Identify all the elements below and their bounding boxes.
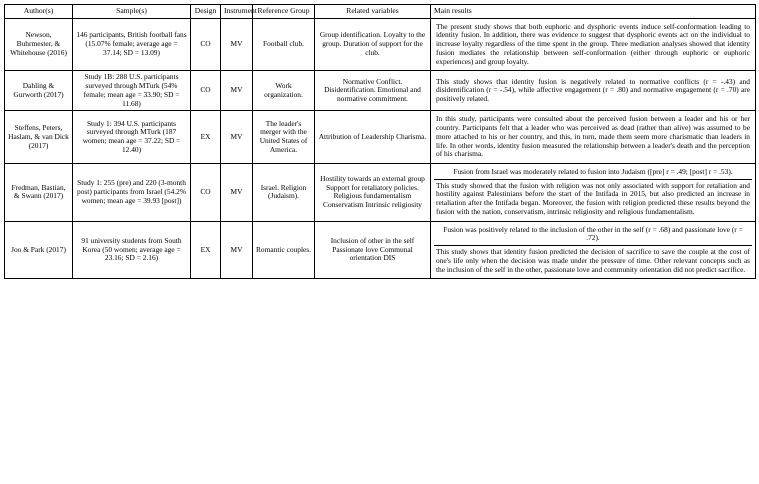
column-header-instrument: Instrument (221, 5, 253, 19)
cell-author: Newson, Buhrmester, & Whitehouse (2016) (5, 18, 73, 71)
studies-summary-table (4, 4, 756, 279)
table-body (5, 18, 756, 279)
cell-design: CO (191, 71, 221, 111)
cell-reference-group: Football club. (253, 18, 315, 71)
cell-reference-group: Work organization. (253, 71, 315, 111)
cell-instrument: MV (221, 71, 253, 111)
cell-related-variables: Inclusion of other in the self Passionate love Communal orientation DIS (315, 221, 431, 279)
table-row (5, 71, 756, 111)
cell-sample: Study 1B: 288 U.S. participants surveyed through MTurk (54% female; mean age = 33.90; SD = 11.68) (73, 71, 191, 111)
cell-reference-group: Romantic couples. (253, 221, 315, 279)
cell-instrument: MV (221, 221, 253, 279)
column-header-authors: Author(s) (5, 5, 73, 19)
cell-related-variables: Group identification. Loyalty to the group. Duration of support for the club. (315, 18, 431, 71)
table-row (5, 18, 756, 71)
cell-design: EX (191, 221, 221, 279)
cell-sample: 91 university students from South Korea (50 women; average age = 23.16; SD = 2.16) (73, 221, 191, 279)
cell-instrument: MV (221, 164, 253, 222)
column-header-main-results: Main results (431, 5, 756, 19)
cell-instrument: MV (221, 18, 253, 71)
cell-reference-group: Israel. Religion (Judaism). (253, 164, 315, 222)
result-block: Fusion from Israel was moderately related to fusion into Judaism ([pre] r = .49; [post] r = .53). (453, 167, 733, 176)
cell-main-results (431, 111, 756, 164)
result-block: The present study shows that both euphoric and dysphoric events induce self-conformation leading to identity fusion. In addition, there was evidence to suggest that dysphoric events act on the individual to increase loyalty regardless of the time spent in the group. Three mediation analyses showed that identity fusion mediates the relationship between self-conformation (either through euphoric or euphoric experiences) and group loyalty. (436, 21, 750, 66)
table-header-row (5, 5, 756, 19)
cell-main-results (431, 18, 756, 71)
table-row (5, 164, 756, 222)
cell-author: Joo & Park (2017) (5, 221, 73, 279)
column-header-design: Design (191, 5, 221, 19)
cell-sample: Study 1: 255 (pre) and 220 (3-month post) participants from Israel (54.2% women; mean age = 39.93 [post]) (73, 164, 191, 222)
cell-design: CO (191, 18, 221, 71)
cell-main-results (431, 71, 756, 111)
table-header (5, 5, 756, 19)
table-row (5, 111, 756, 164)
cell-design: EX (191, 111, 221, 164)
cell-related-variables: Normative Conflict. Disidentification. Emotional and normative commitment. (315, 71, 431, 111)
cell-related-variables: Attribution of Leadership Charisma. (315, 111, 431, 164)
cell-sample: 146 participants, British football fans (15.07% female; average age = 37.14; SD = 13.09) (73, 18, 191, 71)
result-block: In this study, participants were consulted about the perceived fusion between a leader and his or her country. Participants felt that a leader who was perceived as dead (rather than alive) was assumed to be more attached to his or her country, and this, in turn, made them seem more charismatic than leaders in life. In other words, identity fusion measured the relationship between a leader's death and the perception of his charisma. (436, 114, 750, 159)
cell-reference-group: The leader's merger with the United States of America. (253, 111, 315, 164)
cell-instrument: MV (221, 111, 253, 164)
cell-main-results (431, 221, 756, 279)
cell-sample: Study 1: 394 U.S. participants surveyed through MTurk (187 women; mean age = 37.22; SD = 12.40) (73, 111, 191, 164)
cell-related-variables: Hostility towards an external group Support for retaliatory policies. Religious fundamentalism Conservatism Intrinsic religiosity (315, 164, 431, 222)
cell-design: CO (191, 164, 221, 222)
column-header-samples: Sample(s) (73, 5, 191, 19)
result-block: Fusion was positively related to the inclusion of the other in the self (r = .68) and passionate love (r = .72). (443, 224, 743, 243)
cell-author: Dahling & Gurworth (2017) (5, 71, 73, 111)
result-block: This study shows that identity fusion is negatively related to normative conflicts (r = -.43) and disidentification (r = -.54), while affective engagement (r = .80) and normative engagement (r = .70) are positively related. (436, 76, 750, 104)
column-header-related-variables: Related variables (315, 5, 431, 19)
column-header-reference-group: Reference Group (253, 5, 315, 19)
cell-main-results (431, 164, 756, 222)
cell-author: Steffens, Peters, Haslam, & van Dick (2017) (5, 111, 73, 164)
result-block: This study shows that identity fusion predicted the decision of sacrifice to save the couple at the cost of one's life only when the decision was made under the pressure of time. Other relevant concepts such as the inclusion of the self in the other, passionate love and community orientation did not predict sacrifice. (434, 245, 752, 276)
result-block: This study showed that the fusion with religion was not only associated with support for retaliation and hostility against Palestinians before the start of the Intifada in 2015, but also predicted an increase in retaliation after the Intifada began. Moreover, the fusion with religion predicted these results beyond the fusion with the nation, conservatism, intrinsic religiosity and religious fundamentalism. (434, 179, 752, 219)
cell-author: Fredman, Bastian, & Swann (2017) (5, 164, 73, 222)
table-row (5, 221, 756, 279)
